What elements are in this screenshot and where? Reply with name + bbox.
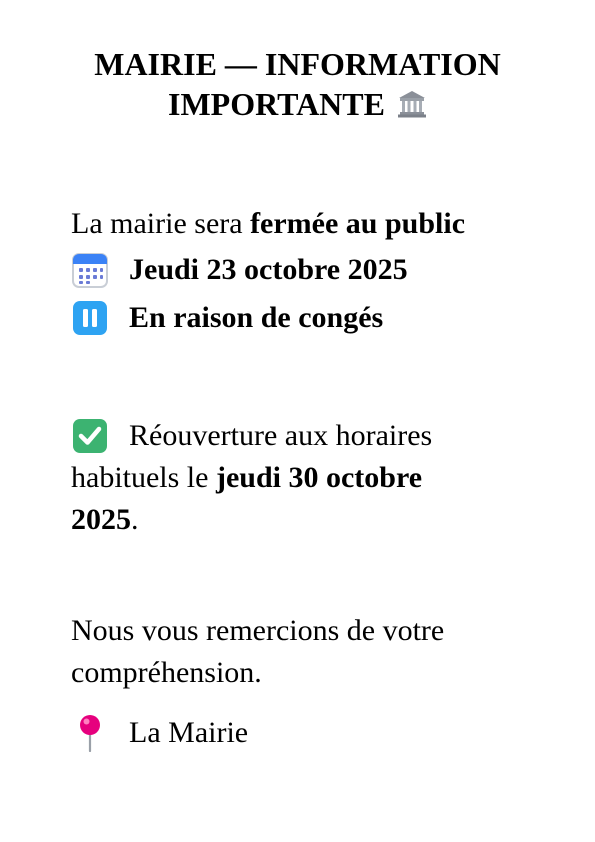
reopening-line-3-wrap [71,499,571,541]
signature-row [71,712,248,754]
calendar-icon [71,251,109,289]
round-pushpin-icon [71,714,109,752]
signature: La Mairie [129,716,249,749]
closure-reason: En raison de congés [129,301,384,334]
page-title [0,44,595,124]
reopening-period: . [131,503,139,536]
reopening-row [71,415,432,457]
closure-intro-bold: fermée au public [250,207,466,240]
reopening-year: 2025 [71,503,131,536]
check-mark-icon [71,417,109,455]
reopening-date: jeudi 30 octobre [215,461,423,494]
reopening-line-2-prefix: habituels le [71,461,216,494]
closure-reason-row [71,297,383,339]
pause-icon [71,299,109,337]
closure-intro [71,203,571,245]
title-line-1: MAIRIE — INFORMATION [94,46,501,82]
thanks-line-1: Nous vous remercions de votre [71,614,445,647]
closure-date-row [71,249,408,291]
reopening-line-1: Réouverture aux horaires [129,419,433,452]
closure-date: Jeudi 23 octobre 2025 [129,253,408,286]
classical-building-icon [397,88,427,118]
title-line-2-wrap [0,84,595,124]
closure-intro-prefix: La mairie sera [71,207,251,240]
reopening-line-2-wrap [71,457,571,499]
thanks-line-2: compréhension. [71,656,262,689]
title-line-2: IMPORTANTE [168,86,385,122]
